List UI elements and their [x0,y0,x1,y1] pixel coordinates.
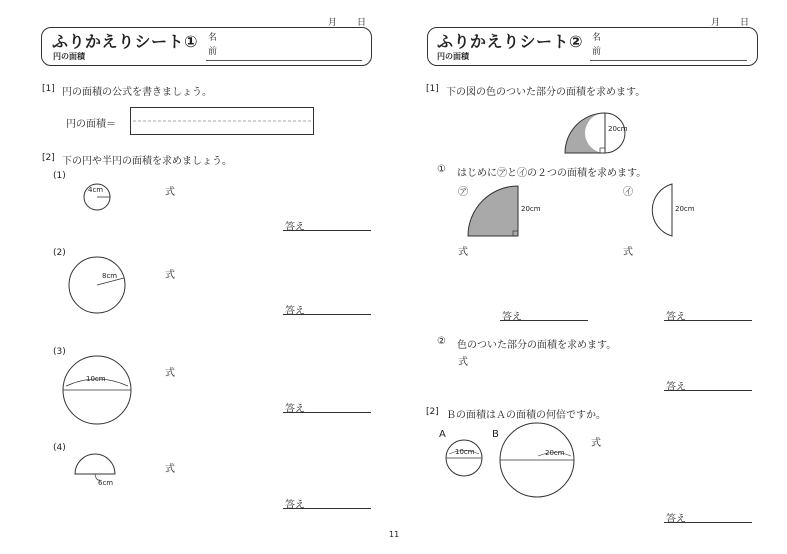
item-3-dim: 10cm [86,375,106,383]
figure-b-shiki: 式 [623,247,633,258]
step2-answer-label: 答え [666,382,686,393]
right-q1-text: 下の図の色のついた部分の面積を求めます。 [446,87,646,98]
right-name-label-2: 前 [592,47,602,57]
circle-a-dim: 10cm [455,448,475,456]
left-q1-number: [1] [42,84,55,94]
step2-text: 色のついた部分の面積を求めます。 [457,340,617,351]
figure-a-answer-label: 答え [502,312,522,323]
left-title: ふりかえりシート① [52,32,199,51]
left-q1-text: 円の面積の公式を書きましょう。 [62,87,212,98]
step2-mark: ② [437,336,446,347]
left-subtitle: 円の面積 [53,52,85,61]
item-1-answer-line[interactable] [283,230,371,231]
item-1-shiki: 式 [165,187,175,198]
left-name-field[interactable] [206,60,362,61]
figure-b-answer-line[interactable] [664,320,752,321]
semicircle-4 [75,454,115,474]
date-month-label: 月 [328,18,338,28]
left-q2-number: [2] [42,153,55,163]
area-formula-label: 円の面積＝ [66,119,116,130]
item-4-number: (4) [53,443,66,453]
right-q2-text: Ｂの面積はＡの面積の何倍ですか。 [446,410,606,421]
item-2-answer-label: 答え [285,306,305,317]
main-figure-dim: 20cm [608,125,628,133]
left-q2-text: 下の円や半円の面積を求めましょう。 [62,156,232,167]
area-formula-answer-box[interactable] [130,107,314,135]
item-4-answer-label: 答え [285,500,305,511]
figure-b-semicircle [652,184,672,236]
page-number: 11 [389,530,400,539]
right-q2-shiki: 式 [591,438,601,449]
item-1-dim: 4cm [88,186,104,194]
right-q2-answer-label: 答え [666,514,686,525]
item-2-number: (2) [53,248,66,258]
figure-a-mark: ㋐ [458,187,468,198]
item-3-shiki: 式 [165,368,175,379]
left-name-label-1: 名 [208,33,218,43]
item-3-number: (3) [53,347,66,357]
figure-b-answer-label: 答え [666,312,686,323]
circle-b-label: B [492,429,499,440]
figure-b-dim: 20cm [675,205,695,213]
right-q2-answer-line[interactable] [664,522,752,523]
right-q2-number: [2] [426,407,439,417]
figure-a-answer-line[interactable] [500,320,588,321]
figure-a-dim: 20cm [521,205,541,213]
main-figure-shaded [565,113,605,153]
step1-text: はじめに㋐と㋑の２つの面積を求めます。 [457,168,647,179]
circle-a-label: A [439,429,446,440]
right-date-month-label: 月 [711,18,721,28]
step2-answer-line[interactable] [664,390,752,391]
item-1-answer-label: 答え [285,222,305,233]
date-day-label: 日 [357,18,367,28]
figure-a-quarter-circle [468,186,518,236]
right-q1-number: [1] [426,84,439,94]
figure-b-mark: ㋑ [623,187,633,198]
item-2-dim: 8cm [102,272,118,280]
item-4-shiki: 式 [165,464,175,475]
item-2-shiki: 式 [165,270,175,281]
item-3-answer-line[interactable] [283,412,371,413]
right-name-field[interactable] [590,60,747,61]
right-title: ふりかえりシート② [437,32,584,51]
item-1-number: (1) [53,171,66,181]
item-3-answer-label: 答え [285,404,305,415]
step1-mark: ① [437,164,446,175]
item-4-dim: 6cm [98,479,114,487]
left-name-label-2: 前 [208,47,218,57]
circle-b-dim: 20cm [545,449,565,457]
step2-shiki: 式 [458,357,468,368]
item-4-answer-line[interactable] [283,508,371,509]
right-name-label-1: 名 [592,33,602,43]
figure-a-shiki: 式 [458,247,468,258]
item-2-answer-line[interactable] [283,314,371,315]
right-date-day-label: 日 [740,18,750,28]
right-subtitle: 円の面積 [437,52,469,61]
